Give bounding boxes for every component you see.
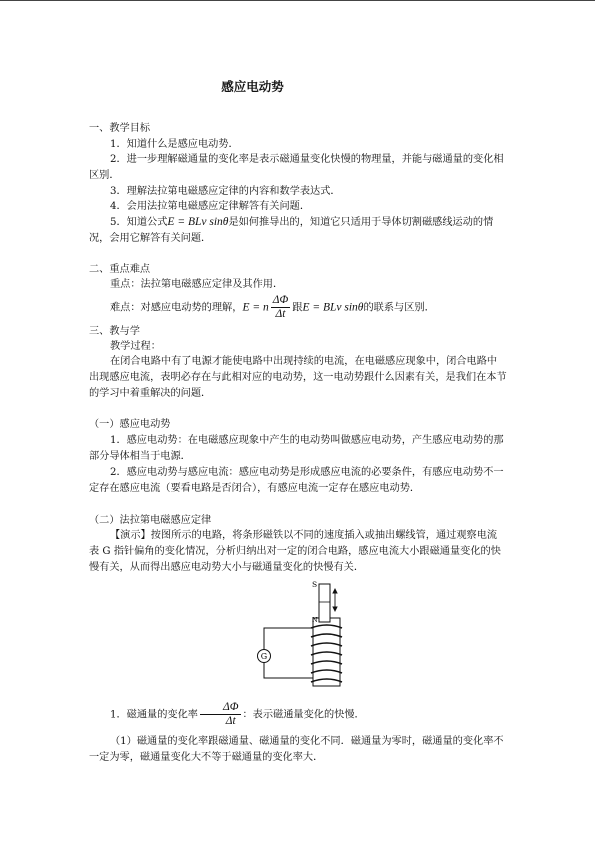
fraction-numerator-2: ΔΦ [200, 701, 241, 715]
intro-paragraph: 在闭合电路中有了电源才能使电路中出现持续的电流，在电磁感应现象中，闭合电路中出现感应电流，表明必存在与此相对应的电动势，这一电动势跟什么因素有关，是我们在本节的学习中着重解决的问题． [89, 356, 507, 399]
objective-2: 2．进一步理解磁通量的变化率是表示磁通量变化快慢的物理量，并能与磁通量的变化相区别． [89, 154, 504, 181]
part-heading-faraday: （二）法拉第电磁感应定律 [89, 515, 212, 526]
key-point-text: 重点：法拉第电磁感应定律及其作用． [110, 279, 284, 290]
objective-5 [89, 214, 507, 247]
demo-paragraph: 【演示】按图所示的电路，将条形磁铁以不同的速度插入或抽出螺线管，通过观察电流表 G 指针偏角的变化情况，分析归纳出对一定的闭合电路，感应电流大小跟磁通量变化的快慢有关，从而得出感应电动势大小与磁通量变化的快慢有关． [89, 530, 501, 573]
objective-1: 1．知道什么是感应电动势． [110, 139, 239, 150]
formula-e-blv-sin-2: E = BLv sinθ [302, 301, 364, 314]
document-title: 感应电动势 [221, 79, 284, 94]
difficulty-pre: 难点：对感应电动势的理解， [110, 302, 243, 314]
objective-5-post: 是如何推导出的，知道它只适用于导体切割磁感线运动的情况，会用它解答有关问题． [89, 217, 494, 244]
top-rule [0, 0, 595, 1]
formula-e-n: E = n [242, 301, 269, 314]
flux-rate-line [89, 701, 507, 728]
emf-definition: 1．感应电动势：在电磁感应现象中产生的电动势叫做感应电动势，产生感应电动势的那部分导体相当于电源． [89, 435, 504, 462]
fraction-numerator: ΔΦ [272, 294, 289, 306]
part-heading-emf: （一）感应电动势 [89, 419, 171, 430]
flux-rate-note: （1）磁通量的变化率跟磁通量、磁通量的变化不同．磁通量为零时，磁通量的变化率不一定为零，磁通量变化大不等于磁通量的变化率大． [89, 736, 504, 763]
solenoid-circuit-figure [255, 578, 355, 690]
objective-3: 3．理解法拉第电磁感应定律的内容和数学表达式． [110, 186, 341, 197]
fraction-dphi-dt-2 [200, 701, 241, 728]
flux-rate-pre: 1．磁通量的变化率 [110, 709, 198, 721]
objective-5-pre: 5．知道公式 [110, 217, 168, 228]
objective-4: 4．会用法拉第电磁感应定律解答有关问题． [110, 201, 311, 212]
section-heading-key-points: 二、重点难点 [89, 264, 151, 275]
motion-arrow-icon [333, 589, 337, 611]
difficulty-mid: 跟 [292, 302, 303, 314]
galvanometer-label: G [260, 652, 268, 661]
process-label: 教学过程： [110, 341, 161, 352]
emf-vs-current: 2．感应电动势与感应电流：感应电动势是形成感应电流的必要条件，有感应电动势不一定存在感应电流（要看电路是否闭合），有感应电流一定存在感应电动势． [89, 467, 504, 494]
fraction-denominator: Δt [275, 308, 286, 320]
fraction-denominator-2: Δt [225, 715, 236, 727]
fraction-dphi-dt [271, 294, 291, 321]
section-heading-objectives: 一、教学目标 [89, 123, 151, 134]
difficulty-text [89, 294, 507, 321]
magnet-label-n: N [312, 616, 318, 624]
section-heading-teaching: 三、教与学 [89, 326, 140, 337]
bar-magnet [319, 584, 330, 622]
difficulty-post: 的联系与区别． [363, 302, 435, 314]
formula-e-blv-sin: E = BLv sinθ [167, 216, 229, 228]
flux-rate-post: ：表示磁通量变化的快慢． [242, 709, 365, 721]
magnet-label-s: S [312, 580, 318, 589]
